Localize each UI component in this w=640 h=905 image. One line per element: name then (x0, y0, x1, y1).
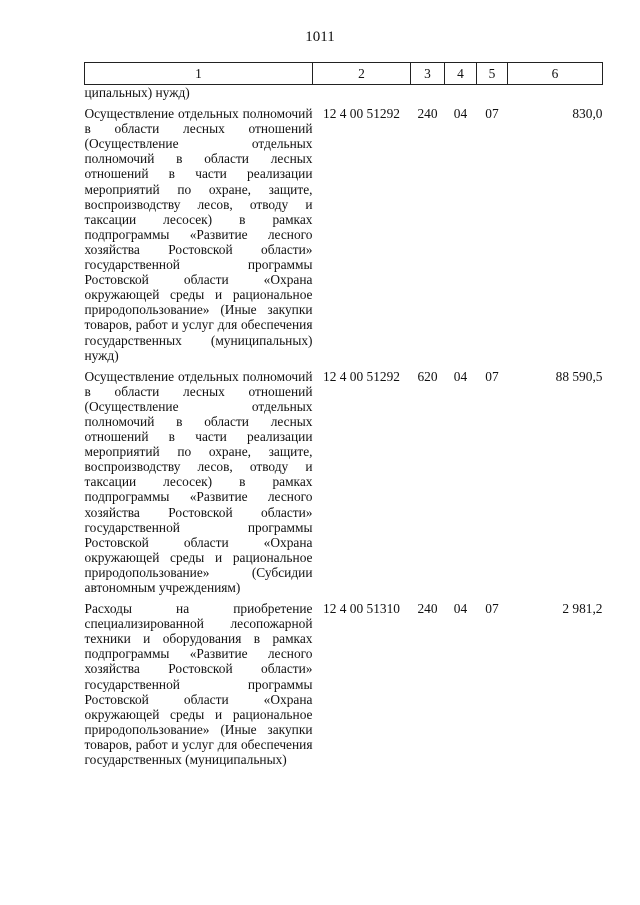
continuation-text: ципальных) нужд) (84, 85, 190, 100)
table-header-row (85, 63, 603, 85)
header-col-6: 6 (508, 63, 603, 85)
row-col4: 04 (453, 106, 468, 122)
row-col4: 04 (453, 368, 468, 384)
table-row (85, 100, 603, 363)
row-code: 12 4 00 51310 (323, 601, 400, 617)
row-amount: 830,0 (572, 106, 603, 122)
row-amount: 2 981,2 (562, 601, 603, 617)
row-col5: 07 (485, 601, 499, 617)
row-description: Расходы на приобретение специализированной лесопожарной техники и оборудования в рамках подпрограммы «Развитие лесного хозяйства Ростовской области» государственной программы Ростовской области «Охрана окружающей среды и рациональное природопользование» (Иные закупки товаров, работ и услуг для обеспечения государственных (муниципальных) (84, 601, 313, 768)
header-col-4: 4 (445, 63, 477, 85)
budget-table (84, 62, 603, 767)
row-col5: 07 (485, 106, 499, 122)
page-number: 1011 (305, 29, 335, 45)
table-row (85, 363, 603, 595)
row-col3: 240 (417, 601, 438, 617)
row-col3: 620 (417, 368, 438, 384)
row-col5: 07 (485, 368, 499, 384)
header-col-2: 2 (313, 63, 411, 85)
row-code: 12 4 00 51292 (323, 106, 400, 122)
row-col4: 04 (453, 601, 468, 617)
continuation-row (85, 85, 603, 101)
header-col-5: 5 (477, 63, 508, 85)
row-description: Осуществление отдельных полномочий в области лесных отношений (Осуществление отдельных полномочий в области лесных отношений в части реализации мероприятий по охране, защите, воспроизводству лесов, отводу и таксации лесосек) в рамках подпрограммы «Развитие лесного хозяйства Ростовской области» государственной программы Ростовской области «Охрана окружающей среды и рациональное природопользование» (Субсидии автономным учреждениям) (84, 368, 313, 595)
row-description: Осуществление отдельных полномочий в области лесных отношений (Осуществление отдельных полномочий в области лесных отношений в части реализации мероприятий по охране, защите, воспроизводству лесов, отводу и таксации лесосек) в рамках подпрограммы «Развитие лесного хозяйства Ростовской области» государственной программы Ростовской области «Охрана окружающей среды и рациональное природопользование» (Иные закупки товаров, работ и услуг для обеспечения государственных (муниципальных) нужд) (84, 106, 313, 363)
header-col-3: 3 (411, 63, 445, 85)
row-col3: 240 (417, 106, 438, 122)
row-amount: 88 590,5 (555, 368, 603, 384)
table-row (85, 595, 603, 767)
header-col-1: 1 (85, 63, 313, 85)
row-code: 12 4 00 51292 (323, 368, 400, 384)
